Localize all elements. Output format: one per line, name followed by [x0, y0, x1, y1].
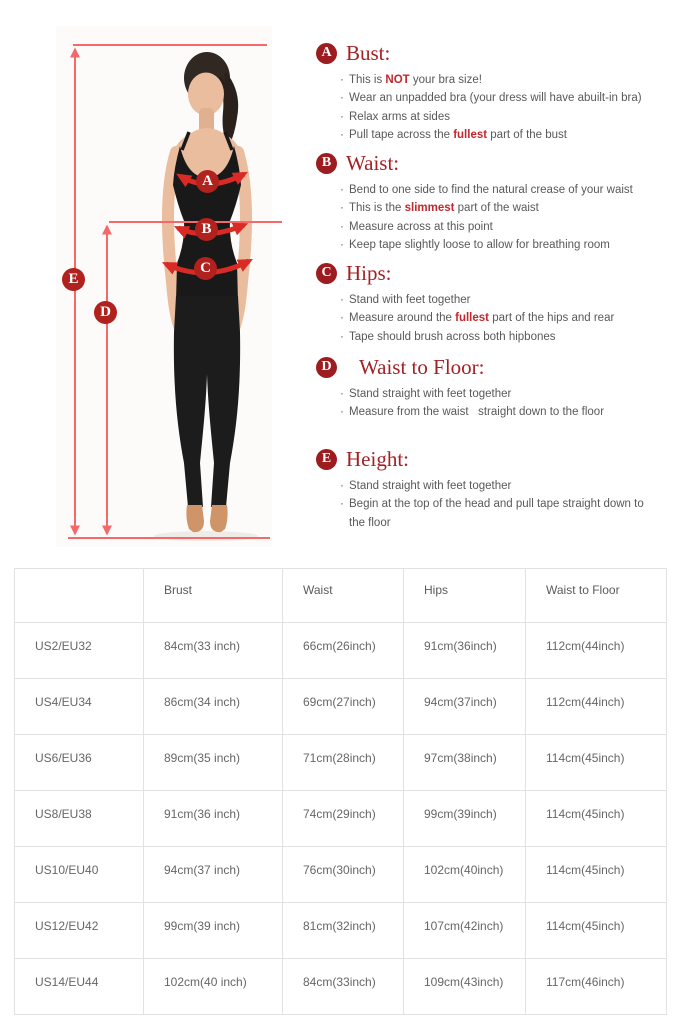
column-header — [15, 569, 144, 623]
measurement-cell: 114cm(45inch) — [526, 847, 667, 903]
table-row — [15, 791, 667, 847]
section-title: Bust: — [346, 40, 391, 65]
plain-text: Keep tape slightly loose to allow for breathing room — [349, 239, 610, 252]
bullet-text — [349, 218, 493, 236]
figure-badge-waist: B — [195, 218, 218, 241]
size-label-cell: US12/EU42 — [15, 903, 144, 959]
header-row — [15, 569, 667, 623]
bullet-item — [340, 108, 668, 126]
model-photo — [56, 26, 272, 547]
section-waisttofloor — [316, 355, 668, 422]
section-heading — [316, 261, 668, 285]
emphasized-text: fullest — [453, 129, 488, 142]
size-label-cell: US8/EU38 — [15, 791, 144, 847]
size-label-cell: US4/EU34 — [15, 679, 144, 735]
bullet-item — [340, 477, 652, 495]
bullet-dot: · — [340, 239, 344, 252]
section-badge: A — [316, 43, 337, 64]
measurement-cell: 114cm(45inch) — [526, 903, 667, 959]
column-header: Waist — [283, 569, 404, 623]
bullet-dot: · — [340, 74, 344, 86]
measurement-cell: 114cm(45inch) — [526, 735, 667, 791]
size-label-cell: US14/EU44 — [15, 959, 144, 1015]
measurement-cell: 99cm(39inch) — [404, 791, 526, 847]
bullet-item — [340, 89, 668, 107]
bullet-dot: · — [340, 129, 344, 142]
section-waist — [316, 151, 668, 255]
section-heading — [316, 41, 668, 65]
measurement-cell: 84cm(33inch) — [283, 959, 404, 1015]
section-badge: D — [316, 357, 337, 378]
bullet-text — [349, 71, 482, 89]
bullet-text — [349, 89, 642, 107]
plain-text: Measure across at this point — [349, 220, 493, 233]
bullet-dot: · — [340, 498, 344, 511]
section-title: Height: — [346, 446, 409, 471]
bullet-text — [349, 495, 652, 532]
plain-text: Measure around the — [349, 312, 456, 325]
measurement-cell: 86cm(34 inch) — [144, 679, 283, 735]
bullet-item — [340, 236, 668, 254]
bullet-dot: · — [340, 388, 344, 400]
plain-text: This is — [349, 74, 386, 86]
measurement-cell: 74cm(29inch) — [283, 791, 404, 847]
measurement-cell: 66cm(26inch) — [283, 623, 404, 679]
section-title: Waist: — [346, 150, 400, 175]
plain-text: Stand straight with feet together — [349, 388, 512, 400]
measurement-cell: 76cm(30inch) — [283, 847, 404, 903]
table-row — [15, 903, 667, 959]
bullet-item — [340, 309, 668, 327]
right-foot — [210, 505, 228, 532]
bullet-text — [349, 108, 450, 126]
bullet-dot: · — [340, 312, 344, 325]
bullet-text — [349, 309, 614, 327]
figure-badge-hips: C — [194, 257, 217, 280]
bullet-dot: · — [340, 202, 344, 215]
bullet-text — [349, 181, 633, 199]
plain-text: Measure from the waist straight down to the floor — [349, 406, 605, 419]
table-row — [15, 735, 667, 791]
section-heading — [316, 151, 668, 175]
measurement-cell: 112cm(44inch) — [526, 623, 667, 679]
section-title: Waist to Floor: — [359, 354, 485, 379]
figure-badge-height: E — [62, 268, 85, 291]
bullet-item — [340, 495, 652, 532]
bullet-text — [349, 403, 604, 421]
bullet-text — [349, 236, 610, 254]
emphasized-text: fullest — [455, 312, 489, 325]
size-label-cell: US10/EU40 — [15, 847, 144, 903]
measurement-cell: 91cm(36inch) — [404, 623, 526, 679]
bullet-dot: · — [340, 294, 344, 306]
plain-text: Pull tape across the — [349, 129, 454, 142]
section-heading — [316, 447, 668, 471]
plain-text: Tape should brush across both hipbones — [349, 330, 556, 343]
plain-text: Stand straight with feet together — [349, 480, 512, 492]
bullet-list — [340, 181, 668, 255]
plain-text: your bra size! — [409, 74, 482, 86]
plain-text: Wear an unpadded bra (your dress will have abuilt-in bra) — [349, 92, 642, 105]
emphasized-text: NOT — [385, 74, 410, 86]
bullet-item — [340, 181, 668, 199]
section-height — [316, 447, 668, 532]
bullet-text — [349, 291, 470, 309]
plain-text: part of the hips and rear — [489, 312, 615, 325]
measurement-cell: 112cm(44inch) — [526, 679, 667, 735]
table-row — [15, 679, 667, 735]
bullet-list — [340, 71, 668, 145]
bullet-item — [340, 71, 668, 89]
measurement-cell: 69cm(27inch) — [283, 679, 404, 735]
bullet-item — [340, 328, 668, 346]
bullet-dot: · — [340, 220, 344, 233]
section-badge: E — [316, 449, 337, 470]
plain-text: part of the bust — [487, 129, 567, 142]
bullet-dot: · — [340, 184, 344, 196]
measurement-cell: 94cm(37inch) — [404, 679, 526, 735]
plain-text: Begin at the top of the head and pull tape straight down to the floor — [349, 498, 644, 529]
size-table-header — [15, 569, 667, 623]
left-foot — [186, 505, 204, 532]
figure-badge-bust: A — [196, 170, 219, 193]
size-label-cell: US6/EU36 — [15, 735, 144, 791]
section-hips — [316, 261, 668, 346]
measurement-cell: 117cm(46inch) — [526, 959, 667, 1015]
bullet-list — [340, 385, 668, 422]
bullet-text — [349, 477, 511, 495]
measurement-cell: 102cm(40inch) — [404, 847, 526, 903]
plain-text: Bend to one side to find the natural crease of your waist — [349, 184, 633, 196]
floor-shadow — [154, 531, 258, 541]
bullet-dot: · — [340, 406, 344, 419]
section-bust — [316, 41, 668, 145]
size-table — [14, 568, 667, 1015]
plain-text: part of the waist — [454, 202, 539, 215]
plain-text: Relax arms at sides — [349, 110, 450, 123]
measurement-cell: 114cm(45inch) — [526, 791, 667, 847]
column-header: Waist to Floor — [526, 569, 667, 623]
section-title: Hips: — [346, 260, 392, 285]
bullet-dot: · — [340, 330, 344, 343]
table-row — [15, 959, 667, 1015]
bullet-list — [340, 291, 668, 346]
column-header: Brust — [144, 569, 283, 623]
measurement-cell: 109cm(43inch) — [404, 959, 526, 1015]
bullet-text — [349, 328, 556, 346]
measurement-cell: 84cm(33 inch) — [144, 623, 283, 679]
section-badge: B — [316, 153, 337, 174]
column-header: Hips — [404, 569, 526, 623]
measurement-cell: 97cm(38inch) — [404, 735, 526, 791]
bullet-item — [340, 291, 668, 309]
table-row — [15, 623, 667, 679]
plain-text: This is the — [349, 202, 405, 215]
section-heading — [316, 355, 668, 379]
section-badge: C — [316, 263, 337, 284]
measurement-cell: 107cm(42inch) — [404, 903, 526, 959]
measurement-cell: 99cm(39 inch) — [144, 903, 283, 959]
figure-badge-waist-to-floor: D — [94, 301, 117, 324]
bullet-dot: · — [340, 92, 344, 105]
bullet-text — [349, 385, 511, 403]
bullet-item — [340, 126, 668, 144]
bullet-text — [349, 199, 539, 217]
bullet-text — [349, 126, 567, 144]
measurement-cell: 102cm(40 inch) — [144, 959, 283, 1015]
measurement-cell: 89cm(35 inch) — [144, 735, 283, 791]
measurement-cell: 81cm(32inch) — [283, 903, 404, 959]
emphasized-text: slimmest — [404, 202, 455, 215]
measurement-cell: 94cm(37 inch) — [144, 847, 283, 903]
measurement-cell: 71cm(28inch) — [283, 735, 404, 791]
size-label-cell: US2/EU32 — [15, 623, 144, 679]
bullet-item — [340, 218, 668, 236]
bullet-dot: · — [340, 480, 344, 492]
measurement-cell: 91cm(36 inch) — [144, 791, 283, 847]
table-row — [15, 847, 667, 903]
bullet-item — [340, 385, 668, 403]
plain-text: Stand with feet together — [349, 294, 471, 306]
bullet-dot: · — [340, 110, 344, 123]
size-table-body — [15, 623, 667, 1015]
bullet-item — [340, 403, 668, 421]
bullet-item — [340, 199, 668, 217]
bullet-list — [340, 477, 668, 532]
